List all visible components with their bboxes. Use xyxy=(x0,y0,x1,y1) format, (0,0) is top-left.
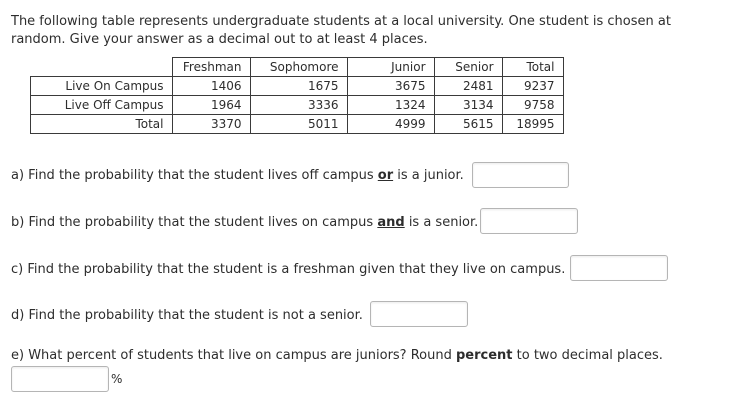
question-a-emphasis: or xyxy=(377,168,394,183)
percent-unit: % xyxy=(111,372,123,386)
table-cell: 1675 xyxy=(250,77,347,96)
table-cell: 9237 xyxy=(502,77,563,96)
answer-e-input[interactable] xyxy=(11,366,109,392)
header-sophomore: Sophomore xyxy=(250,58,347,77)
answer-d-input[interactable] xyxy=(370,301,468,327)
question-a-text-end: is a junior. xyxy=(393,168,464,183)
question-e xyxy=(11,347,663,365)
question-d: d) Find the probability that the student is not a senior. xyxy=(11,308,363,323)
table-cell: 3336 xyxy=(250,96,347,115)
row-label: Live On Campus xyxy=(31,77,173,96)
table-row xyxy=(31,96,564,115)
question-b xyxy=(11,214,478,232)
question-e-text: e) What percent of students that live on campus are juniors? Round xyxy=(11,348,456,363)
question-e-emphasis: percent xyxy=(455,348,513,363)
table-cell: 9758 xyxy=(502,96,563,115)
table-cell: 2481 xyxy=(434,77,502,96)
header-total: Total xyxy=(502,58,563,77)
table-cell: 3675 xyxy=(347,77,434,96)
answer-b-input[interactable] xyxy=(480,208,578,234)
table-cell: 3134 xyxy=(434,96,502,115)
table-cell: 4999 xyxy=(347,115,434,134)
table-row xyxy=(31,115,564,134)
table-corner xyxy=(31,58,173,77)
header-freshman: Freshman xyxy=(172,58,250,77)
table-cell: 3370 xyxy=(172,115,250,134)
question-b-text: b) Find the probability that the student lives on campus xyxy=(11,215,378,230)
question-a-text: a) Find the probability that the student lives off campus xyxy=(11,168,378,183)
header-senior: Senior xyxy=(434,58,502,77)
table-cell: 1406 xyxy=(172,77,250,96)
question-e-text-end: to two decimal places. xyxy=(512,348,663,363)
table-cell: 1324 xyxy=(347,96,434,115)
table-header-row xyxy=(31,58,564,77)
question-b-text-end: is a senior. xyxy=(404,215,479,230)
header-junior: Junior xyxy=(347,58,434,77)
row-label: Total xyxy=(31,115,173,134)
table-cell: 18995 xyxy=(502,115,563,134)
table-row xyxy=(31,77,564,96)
question-c: c) Find the probability that the student is a freshman given that they live on campus. xyxy=(11,262,566,277)
answer-a-input[interactable] xyxy=(472,162,569,188)
table-cell: 5615 xyxy=(434,115,502,134)
question-a xyxy=(11,167,464,185)
answer-c-input[interactable] xyxy=(570,255,668,281)
student-table xyxy=(30,57,564,134)
table-cell: 1964 xyxy=(172,96,250,115)
question-b-emphasis: and xyxy=(377,215,405,230)
problem-intro: The following table represents undergraduate students at a local university. One student is chosen at random. Give your answer as a decimal out to at least 4 places. xyxy=(11,14,671,47)
table-cell: 5011 xyxy=(250,115,347,134)
row-label: Live Off Campus xyxy=(31,96,173,115)
